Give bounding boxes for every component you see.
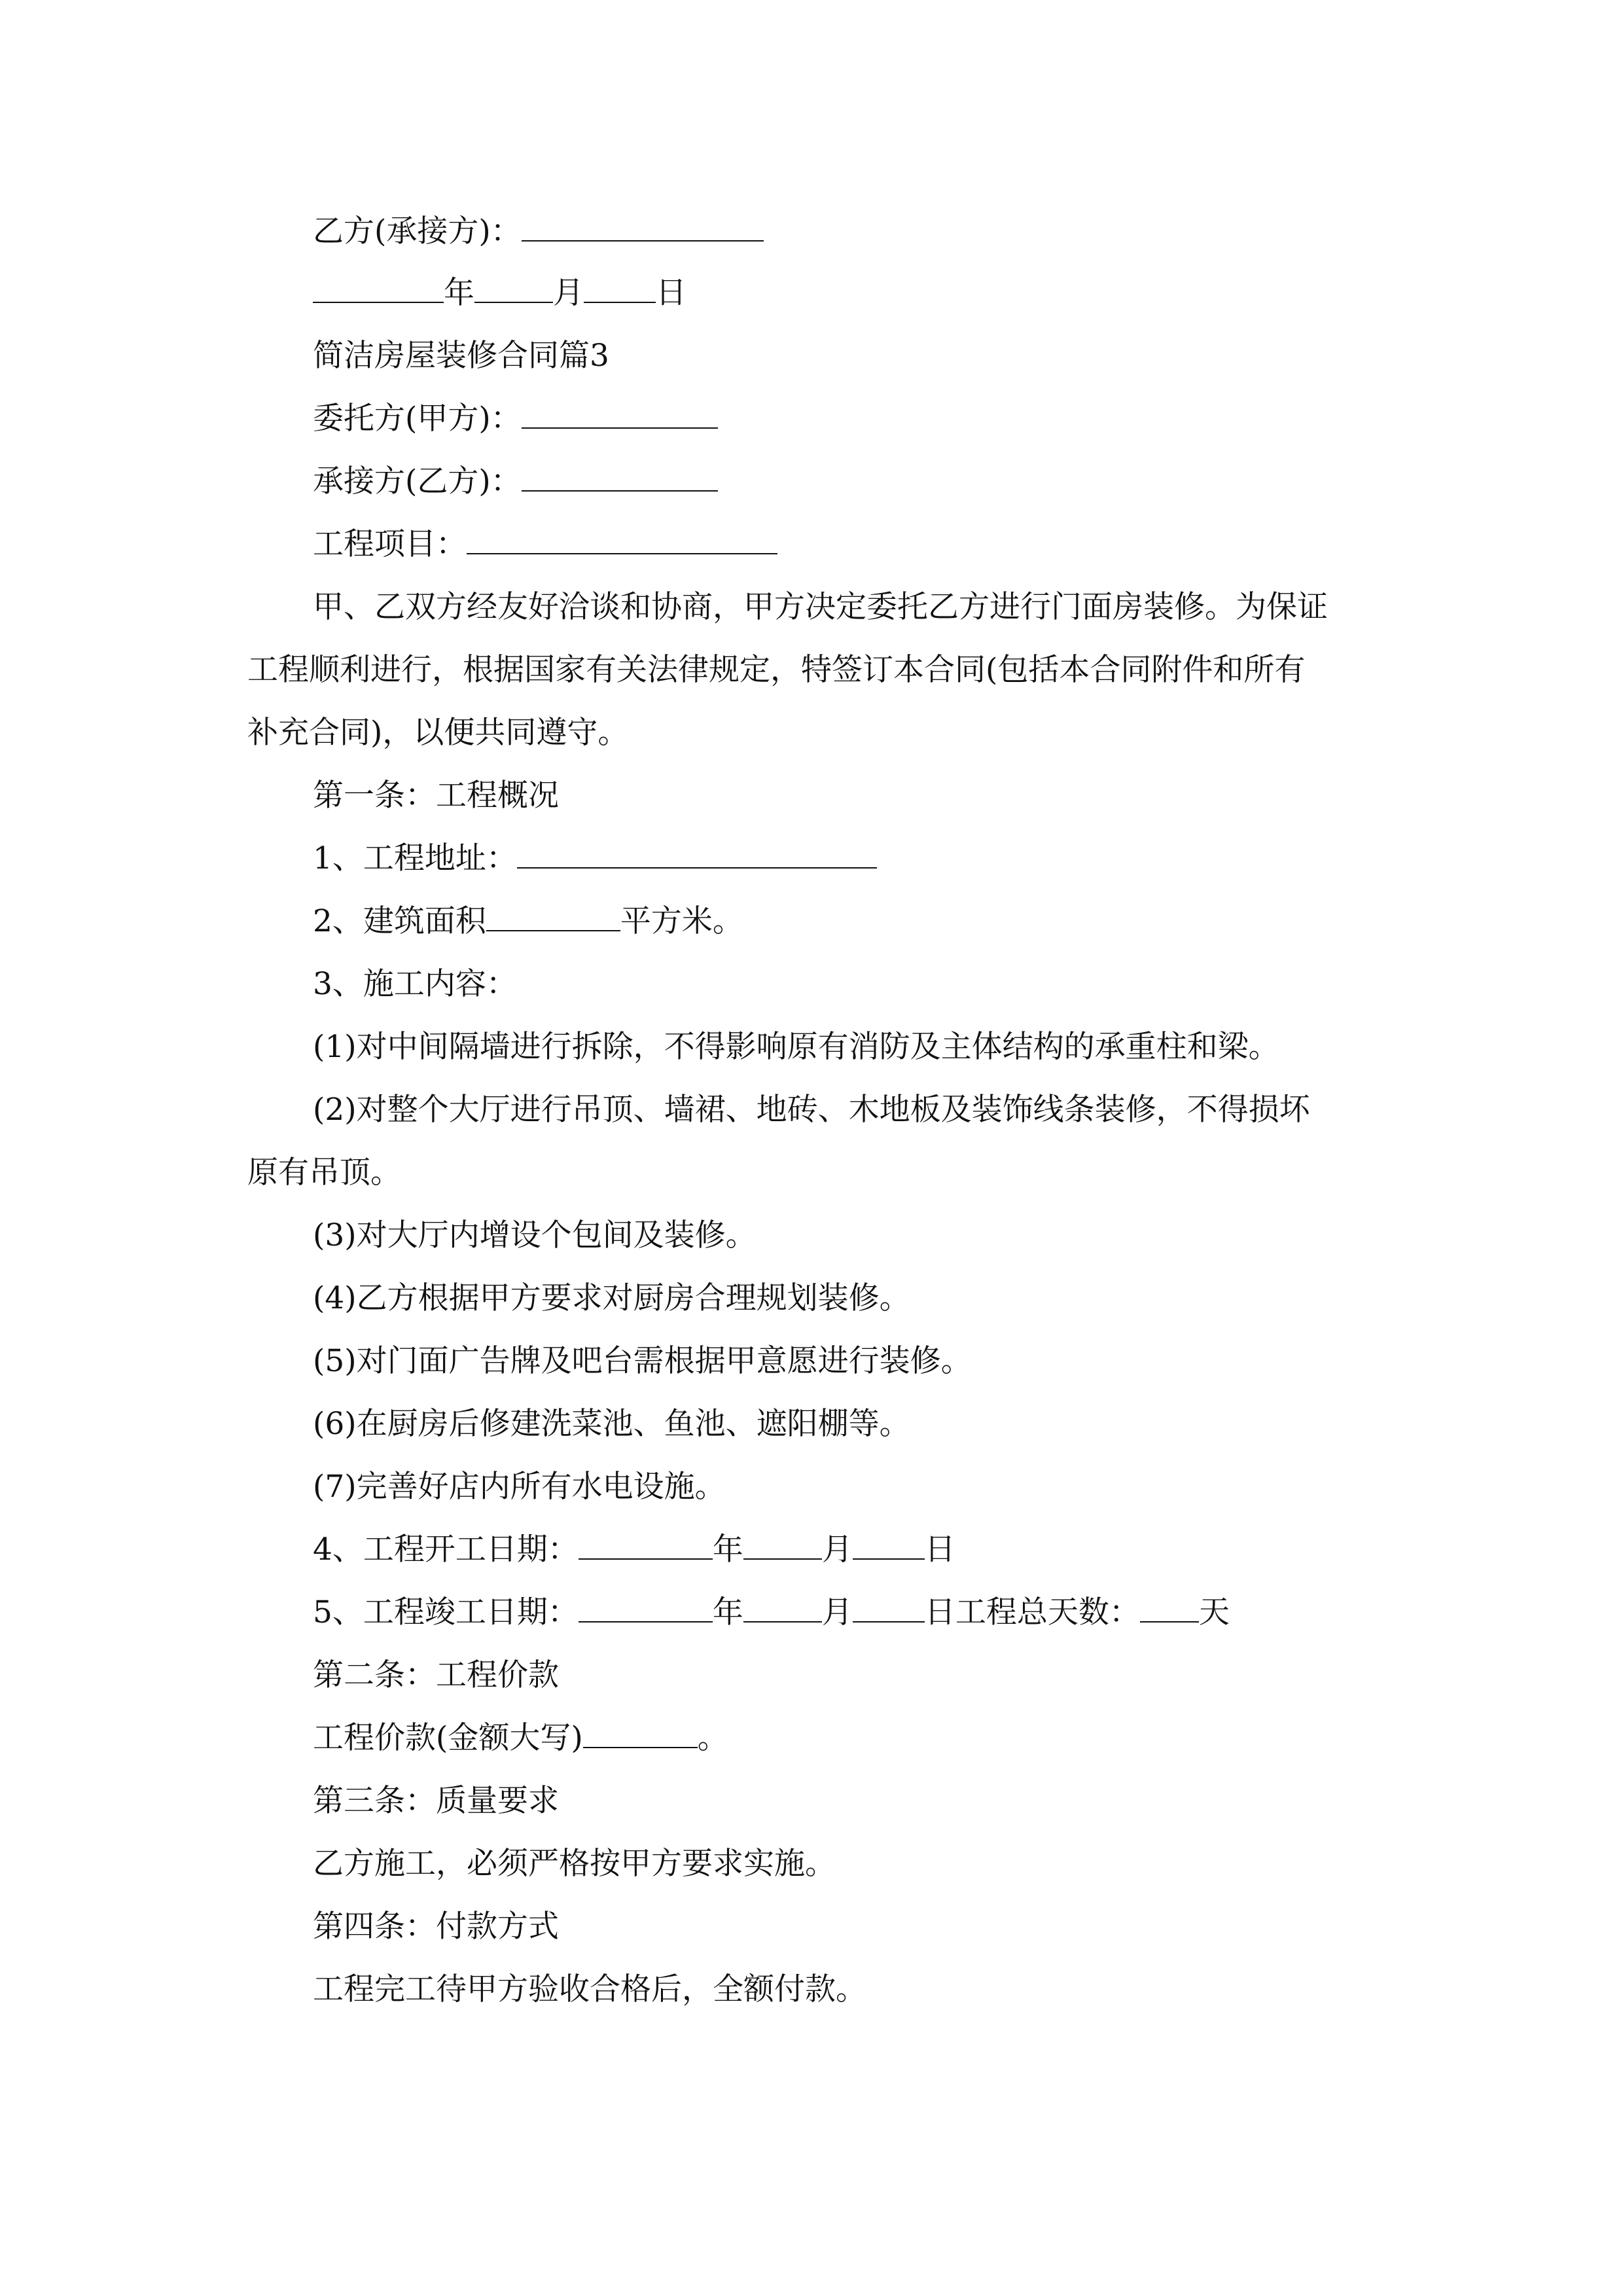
scope-item-4: (4)乙方根据甲方要求对厨房合理规划装修。 xyxy=(313,1280,910,1316)
scope-item-7: (7)完善好店内所有水电设施。 xyxy=(313,1469,726,1505)
scope-heading: 3、施工内容： xyxy=(313,966,517,1002)
contractor-label: 承接方(乙方)： xyxy=(313,463,522,499)
project-blank xyxy=(467,527,777,554)
scope-item-2-line-1: (2)对整个大厅进行吊顶、墙裙、地砖、木地板及装饰线条装修，不得损坏 xyxy=(313,1092,1310,1128)
address-label: 1、工程地址： xyxy=(313,840,517,876)
article-1-heading: 第一条：工程概况 xyxy=(313,778,559,814)
area-line xyxy=(313,902,743,941)
end-month-label: 月 xyxy=(821,1594,853,1630)
payment-text: 工程完工待甲方验收合格后，全额付款。 xyxy=(313,1971,866,2007)
area-label: 2、建筑面积 xyxy=(313,903,486,939)
article-4-heading: 第四条：付款方式 xyxy=(313,1909,559,1945)
price-blank xyxy=(583,1721,698,1748)
end-date-label: 5、工程竣工日期： xyxy=(313,1594,579,1630)
day-blank xyxy=(584,276,656,303)
quality-text: 乙方施工，必须严格按甲方要求实施。 xyxy=(313,1846,836,1882)
month-label: 月 xyxy=(553,275,584,311)
client-blank xyxy=(522,401,718,429)
scope-item-6: (6)在厨房后修建洗菜池、鱼池、遮阳棚等。 xyxy=(313,1406,910,1442)
price-end-mark: 。 xyxy=(697,1720,728,1756)
end-year-blank xyxy=(579,1595,713,1623)
price-label: 工程价款(金额大写) xyxy=(313,1720,583,1756)
year-blank xyxy=(313,276,444,303)
contractor-blank xyxy=(522,464,718,492)
scope-item-1: (1)对中间隔墙进行拆除，不得影响原有消防及主体结构的承重柱和梁。 xyxy=(313,1029,1279,1065)
price-line xyxy=(313,1719,728,1758)
end-date-line xyxy=(313,1593,1230,1632)
project-label: 工程项目： xyxy=(313,526,467,562)
project-line xyxy=(313,525,777,564)
party-b-line xyxy=(313,212,764,251)
start-date-label: 4、工程开工日期： xyxy=(313,1532,579,1568)
client-line xyxy=(313,399,718,439)
area-unit: 平方米。 xyxy=(620,903,743,939)
start-year-blank xyxy=(579,1532,713,1560)
address-line xyxy=(313,839,877,878)
client-label: 委托方(甲方)： xyxy=(313,401,522,437)
party-b-blank xyxy=(522,214,764,242)
address-blank xyxy=(517,841,877,869)
month-blank xyxy=(474,276,553,303)
scope-item-5: (5)对门面广告牌及吧台需根据甲意愿进行装修。 xyxy=(313,1343,972,1379)
article-3-heading: 第三条：质量要求 xyxy=(313,1783,559,1819)
signing-date-line xyxy=(313,274,687,313)
party-b-label: 乙方(承接方)： xyxy=(313,213,522,249)
start-day-label: 日 xyxy=(924,1532,955,1568)
scope-item-3: (3)对大厅内增设个包间及装修。 xyxy=(313,1217,757,1253)
contract-title: 简洁房屋装修合同篇3 xyxy=(313,338,609,374)
start-date-line xyxy=(313,1530,955,1570)
total-days-label: 日工程总天数： xyxy=(924,1594,1140,1630)
contractor-line xyxy=(313,462,718,501)
total-days-blank xyxy=(1140,1595,1199,1623)
preamble-line-1: 甲、乙双方经友好洽谈和协商，甲方决定委托乙方进行门面房装修。为保证 xyxy=(313,589,1328,625)
start-day-blank xyxy=(853,1532,925,1560)
start-month-blank xyxy=(743,1532,822,1560)
year-label: 年 xyxy=(444,275,474,311)
end-day-blank xyxy=(853,1595,925,1623)
end-year-label: 年 xyxy=(712,1594,743,1630)
article-2-heading: 第二条：工程价款 xyxy=(313,1657,559,1693)
end-month-blank xyxy=(743,1595,822,1623)
preamble-line-3: 补充合同)，以便共同遵守。 xyxy=(247,715,629,751)
area-blank xyxy=(486,904,620,931)
preamble-line-2: 工程顺利进行，根据国家有关法律规定，特签订本合同(包括本合同附件和所有 xyxy=(247,652,1306,688)
start-year-label: 年 xyxy=(712,1532,743,1568)
scope-item-2-line-2: 原有吊顶。 xyxy=(247,1155,401,1191)
days-unit: 天 xyxy=(1198,1594,1230,1630)
day-label: 日 xyxy=(656,275,687,311)
start-month-label: 月 xyxy=(821,1532,853,1568)
